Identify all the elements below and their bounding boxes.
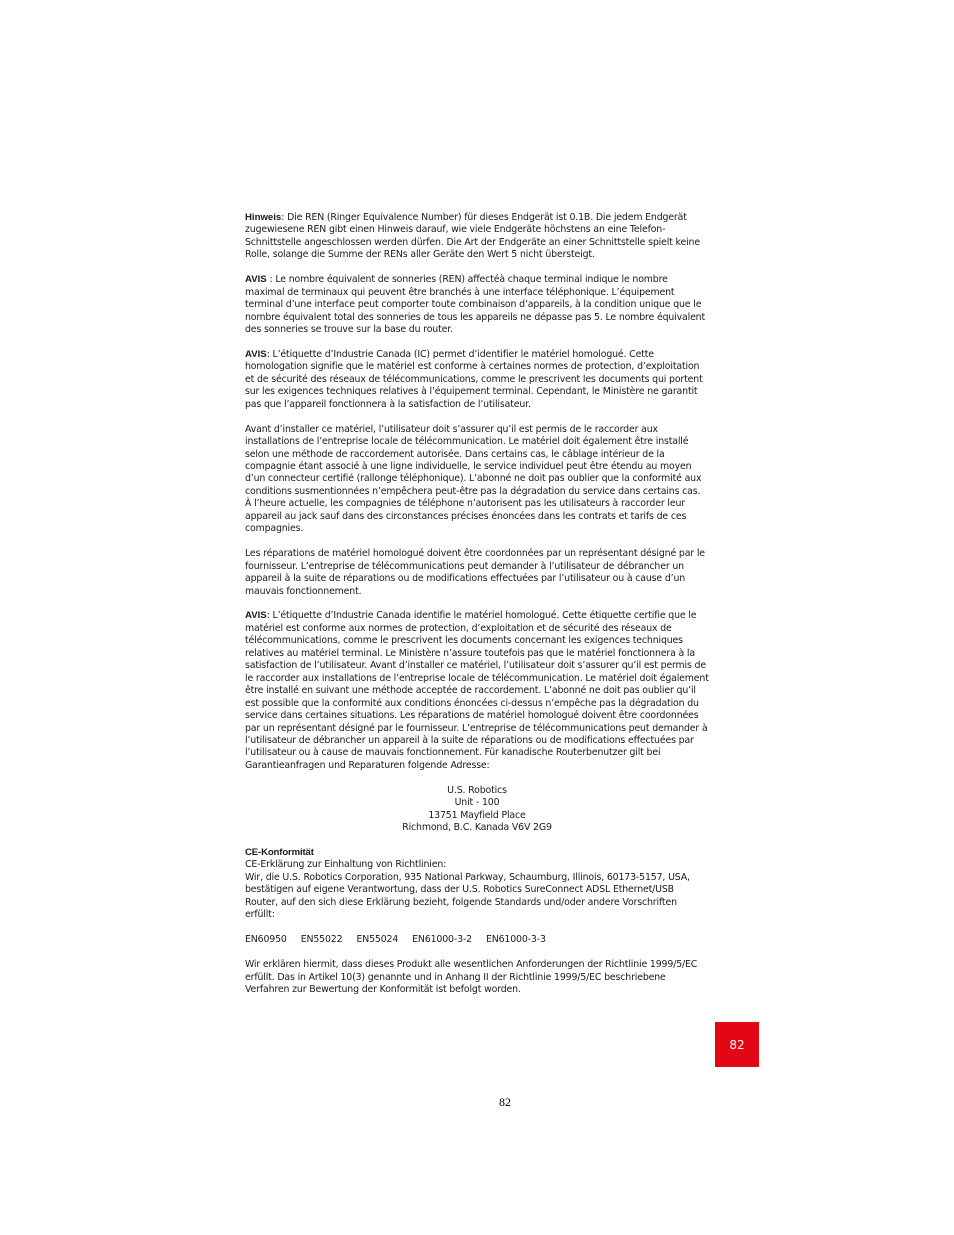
text-avis-etiquette: : L’étiquette d’Industrie Canada identifie le matériel homologué. Cette étiquette certifie que le matériel est conforme aux normes de protection, d’exploitation et de sécurité des réseaux de télécommunications, comme le prescrivent les documents concernant les exigences techniques relatives au matériel terminal. Le Ministère n’assure toutefois pas que le matériel fonctionnera à la satisfaction de l’utilisateur. Avant d’installer ce matériel, l’utilisateur doit s’assurer qu’il est permis de le raccorder aux installations de l’entreprise locale de télécommunication. Le matériel doit également être installé en suivant une méthode acceptée de raccordement. L’abonné ne doit pas oublier qu’il est possible que la conformité aux conditions énoncées ci-dessus n’empêche pas la dégradation du service dans certaines situations. Les réparations de matériel homologué doivent être coordonnées par un représentant désigné par le fournisseur. L’entreprise de télécommunications peut demander à l’utilisateur de débrancher un appareil à la suite de réparations ou de modifications effectuées par l’utilisateur ou à cause de mauvais fonctionnement. Für kanadische Routerbenutzer gilt bei Garantieanfragen und Reparaturen folgende Adresse: <box>245 610 709 771</box>
page-number: 82 <box>499 1095 511 1109</box>
address-unit: Unit - 100 <box>454 797 500 809</box>
text-avis-ic: : L’étiquette d’Industrie Canada (IC) permet d’identifier le matériel homologué. Cette homologation signifie que le matériel est conforme à certaines normes de protection, d’exploitation et de sécurité des réseaux de télécommunications, comme le prescrivent les documents qui portent sur les exigences techniques relatives à l’équipement terminal. Cependant, le Ministère ne garantit pas que l’appareil fonctionnera à la satisfaction de l’utilisateur. <box>245 348 703 410</box>
label-avis-ren: AVIS <box>245 274 267 286</box>
address-city: Richmond, B.C. Kanada V6V 2G9 <box>402 822 552 834</box>
label-hinweis: Hinweis <box>245 212 282 223</box>
repair-address <box>245 785 709 835</box>
document-body <box>245 212 709 1009</box>
ce-heading: CE-Konformität <box>245 847 314 858</box>
paragraph-avis-ren <box>245 274 709 336</box>
standard-item: EN61000-3-3 <box>485 934 546 946</box>
standard-item: EN61000-3-2 <box>412 934 472 946</box>
paragraph-hinweis <box>245 212 709 262</box>
standard-item: EN55024 <box>356 934 399 946</box>
text-hinweis: : Die REN (Ringer Equivalence Number) für dieses Endgerät ist 0.1B. Die jedem Endgerät zugewiesene REN gibt einen Hinweis darauf, wie viele Endgeräte höchstens an eine Telefon-Schnittstelle angeschlossen werden dürfen. Die Art der Endgeräte an einer Schnittstelle spielt keine Rolle, solange die Summe der RENs aller Geräte den Wert 5 nicht übersteigt. <box>245 212 700 261</box>
label-avis-ic: AVIS <box>245 348 267 360</box>
label-avis-etiquette: AVIS <box>245 610 267 622</box>
paragraph-avis-ic-homologation <box>245 349 709 411</box>
standards-list <box>245 934 709 946</box>
ce-declaration-title: CE-Erklärung zur Einhaltung von Richtlinien: <box>245 859 447 871</box>
text-avis-ren: : Le nombre équivalent de sonneries (REN) affectéà chaque terminal indique le nombre maximal de terminaux qui peuvent être branchés à une interface téléphonique. L’équipement terminal d’une interface peut comporter toute combinaison d’appareils, à la condition unique que le nombre équivalent total des sonneries de tous les appareils ne dépasse pas 5. Le nombre équivalent des sonneries se trouve sur la base du router. <box>245 274 706 336</box>
ce-declaration-text: Wir, die U.S. Robotics Corporation, 935 National Parkway, Schaumburg, Illinois, 60173-5157, USA, bestätigen auf eigene Verantwortung, dass der U.S. Robotics SureConnect ADSL Ethernet/USB Router, auf den sich diese Erklärung bezieht, folgende Standards und/oder andere Vorschriften erfüllt: <box>245 871 690 921</box>
paragraph-conformity: Wir erklären hiermit, dass dieses Produkt alle wesentlichen Anforderungen der Richtlinie 1999/5/EC erfüllt. Das in Artikel 10(3) genannte und in Anhang II der Richtlinie 1999/5/EC beschriebene Verfahren zur Bewertung der Konformität ist befolgt worden. <box>245 959 698 995</box>
standard-item: EN60950 <box>245 934 287 946</box>
paragraph-avant-installer: Avant d’installer ce matériel, l’utilisateur doit s’assurer qu’il est permis de le raccorder aux installations de l’entreprise locale de télécommunication. Le matériel doit également être installé selon une méthode de raccordement autorisée. Dans certains cas, le câblage intérieur de la compagnie étant associé à une ligne individuelle, le service individuel peut être étendu au moyen d’un connecteur certifié (rallonge téléphonique). L’abonné ne doit pas oublier que la conformité aux conditions susmentionnées n’empêchera peut-être pas la dégradation du service dans certains cas. À l’heure actuelle, les compagnies de téléphone n’autorisent pas les utilisateurs à raccorder leur appareil au jack sauf dans des circonstances précises énoncées dans les contrats et tarifs de ces compagnies. <box>245 423 702 535</box>
page-tab-number: 82 <box>729 1037 745 1052</box>
address-street: 13751 Mayfield Place <box>428 809 526 821</box>
address-company: U.S. Robotics <box>447 784 507 796</box>
paragraph-reparations: Les réparations de matériel homologué doivent être coordonnées par un représentant désigné par le fournisseur. L’entreprise de télécommunications peut demander à l’utilisateur de débrancher un appareil à la suite de réparations ou de modifications effectuées par l’utilisateur ou à cause d’un mauvais fonctionnement. <box>245 548 705 597</box>
page-tab <box>715 1022 759 1067</box>
ce-section <box>245 847 709 922</box>
paragraph-avis-ic-etiquette <box>245 610 709 772</box>
standard-item: EN55022 <box>300 934 343 946</box>
